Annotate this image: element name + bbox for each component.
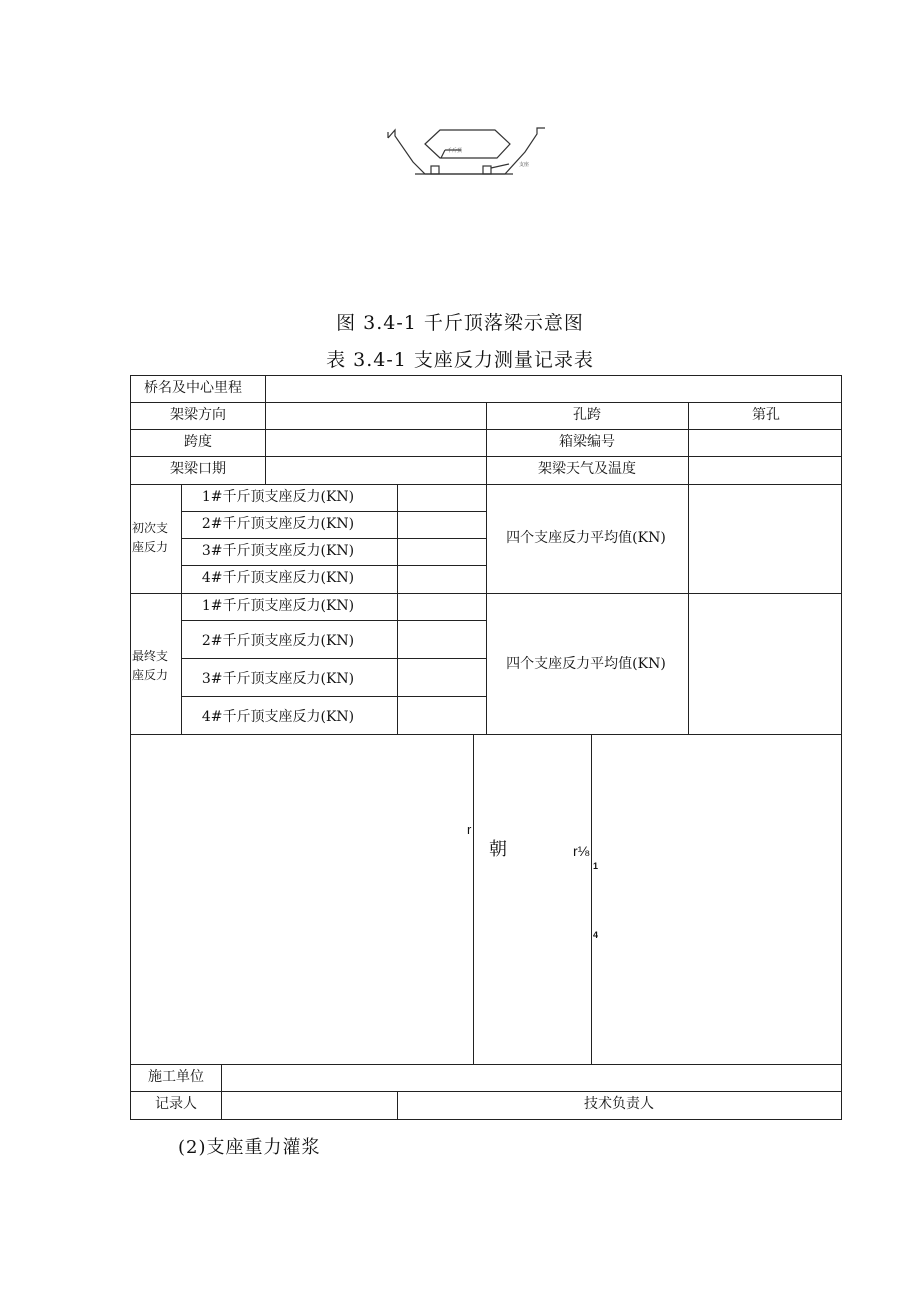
final-row-3: 3#千斤顶支座反力(KN) [201,671,355,687]
label-box-no: 箱梁编号 [559,434,615,450]
initial-row-3: 3#千斤顶支座反力(KN) [201,543,355,559]
label-bridge-name: 桥名及中心里程 [144,380,242,396]
initial-average-label: 四个支座反力平均值(KN) [506,530,666,546]
initial-row-1: 1#千斤顶支座反力(KN) [201,489,355,505]
final-average-label: 四个支座反力平均值(KN) [506,656,666,672]
final-reaction-label: 最终支 座反力 [132,649,169,682]
sketch-mark-4: 4 [593,930,599,940]
sketch-mark-a: r [467,822,472,837]
table-caption: 表 3.4-1 支座反力测量记录表 [326,349,594,371]
label-recorder: 记录人 [155,1096,197,1112]
initial-row-2: 2#千斤顶支座反力(KN) [201,516,355,532]
jack-label: 千斤顶 [447,148,463,154]
label-weather: 架梁天气及温度 [538,461,636,477]
initial-row-4: 4#千斤顶支座反力(KN) [201,570,355,586]
label-span-hole: 孔跨 [573,407,601,423]
final-row-4: 4#千斤顶支座反力(KN) [201,709,355,725]
sketch-chao: 朝 [489,839,507,860]
label-span: 跨度 [184,434,212,450]
final-row-1: 1#千斤顶支座反力(KN) [201,598,355,614]
label-tech-lead: 技术负责人 [584,1096,654,1112]
label-direction: 架梁方向 [170,407,226,423]
label-date: 架梁口期 [170,461,226,477]
label-construction-unit: 施工单位 [148,1069,204,1085]
final-row-2: 2#千斤顶支座反力(KN) [201,633,355,649]
figure-caption: 图 3.4-1 千斤顶落梁示意图 [336,312,584,334]
initial-reaction-label: 初次支 座反力 [132,521,169,554]
support-label: 支座 [519,162,530,168]
section-note: (2)支座重力灌浆 [178,1137,321,1158]
sketch-mark-b: r⅛ [573,843,590,859]
sketch-mark-1: 1 [593,861,599,871]
jack-lowering-diagram [385,122,555,182]
label-hole-no: 第孔 [752,407,780,423]
